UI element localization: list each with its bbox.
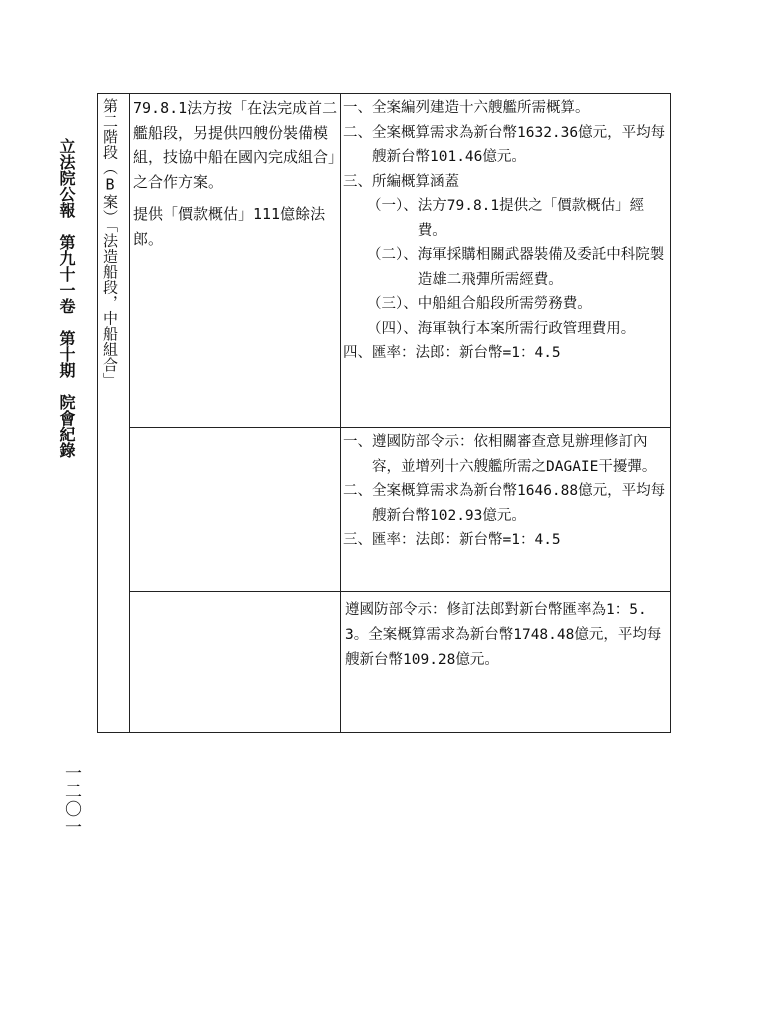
sub-list-item: （四）、 海軍執行本案所需行政管理費用。 [367,320,636,337]
stage-label: 第二階段（B案）「法造船段，中船組合」 [101,98,119,388]
list-item: 一、 全案編列建造十六艘艦所需概算。 [343,100,590,116]
list-item: 二、 全案概算需求為新台幣1632.36億元，平均每艘新台幣101.46億元。 [343,124,666,165]
table-row [98,94,671,428]
sub-list-item: （二）、 海軍採購相關武器裝備及委託中科院製造雄二飛彈所需經費。 [367,247,665,288]
empty-cell [130,592,341,733]
gazette-header: 立法院公報 第九十一卷 第十期 院會紀錄 [57,138,76,458]
list-item: 二、 全案概算需求為新台幣1646.88億元，平均每艘新台幣102.93億元。 [343,483,666,524]
sub-list-item: （一）、 法方79.8.1提供之「價款概估」經費。 [367,198,645,239]
price-estimate-text: 提供「價款概估」111億餘法郎。 [133,205,326,248]
proposal-cell [130,94,341,428]
list-item: 三、 所編概算涵蓋 [343,173,459,190]
table-row [98,428,671,592]
exchange-rate-text: 遵國防部令示：修訂法郎對新台幣匯率為1：5.3。全案概算需求為新台幣1748.48億元，平均每艘新台幣109.28億元。 [345,602,662,668]
empty-cell [130,428,341,592]
table-row [98,592,671,733]
list-item: 三、 匯率：法郎：新台幣=1：4.5 [343,532,561,548]
list-item: 一、 遵國防部令示：依相關審查意見辦理修訂內容，並增列十六艘艦所需之DAGAIE干擾彈。 [343,434,657,475]
exchange-rate-cell [341,592,671,733]
list-item: 四、 匯率：法郎：新台幣=1：4.5 [343,345,561,361]
budget-cell [341,94,671,428]
revision-cell [341,428,671,592]
stage-cell [98,94,130,733]
budget-table [97,93,671,733]
page-number: 一二〇一 [61,764,81,836]
sub-list-item: （三）、 中船組合船段所需勞務費。 [367,296,592,312]
proposal-text: 79.8.1法方按「在法完成首二艦船段，另提供四艘份裝備模組，技協中船在國內完成組合」之合作方案。 [133,99,338,191]
